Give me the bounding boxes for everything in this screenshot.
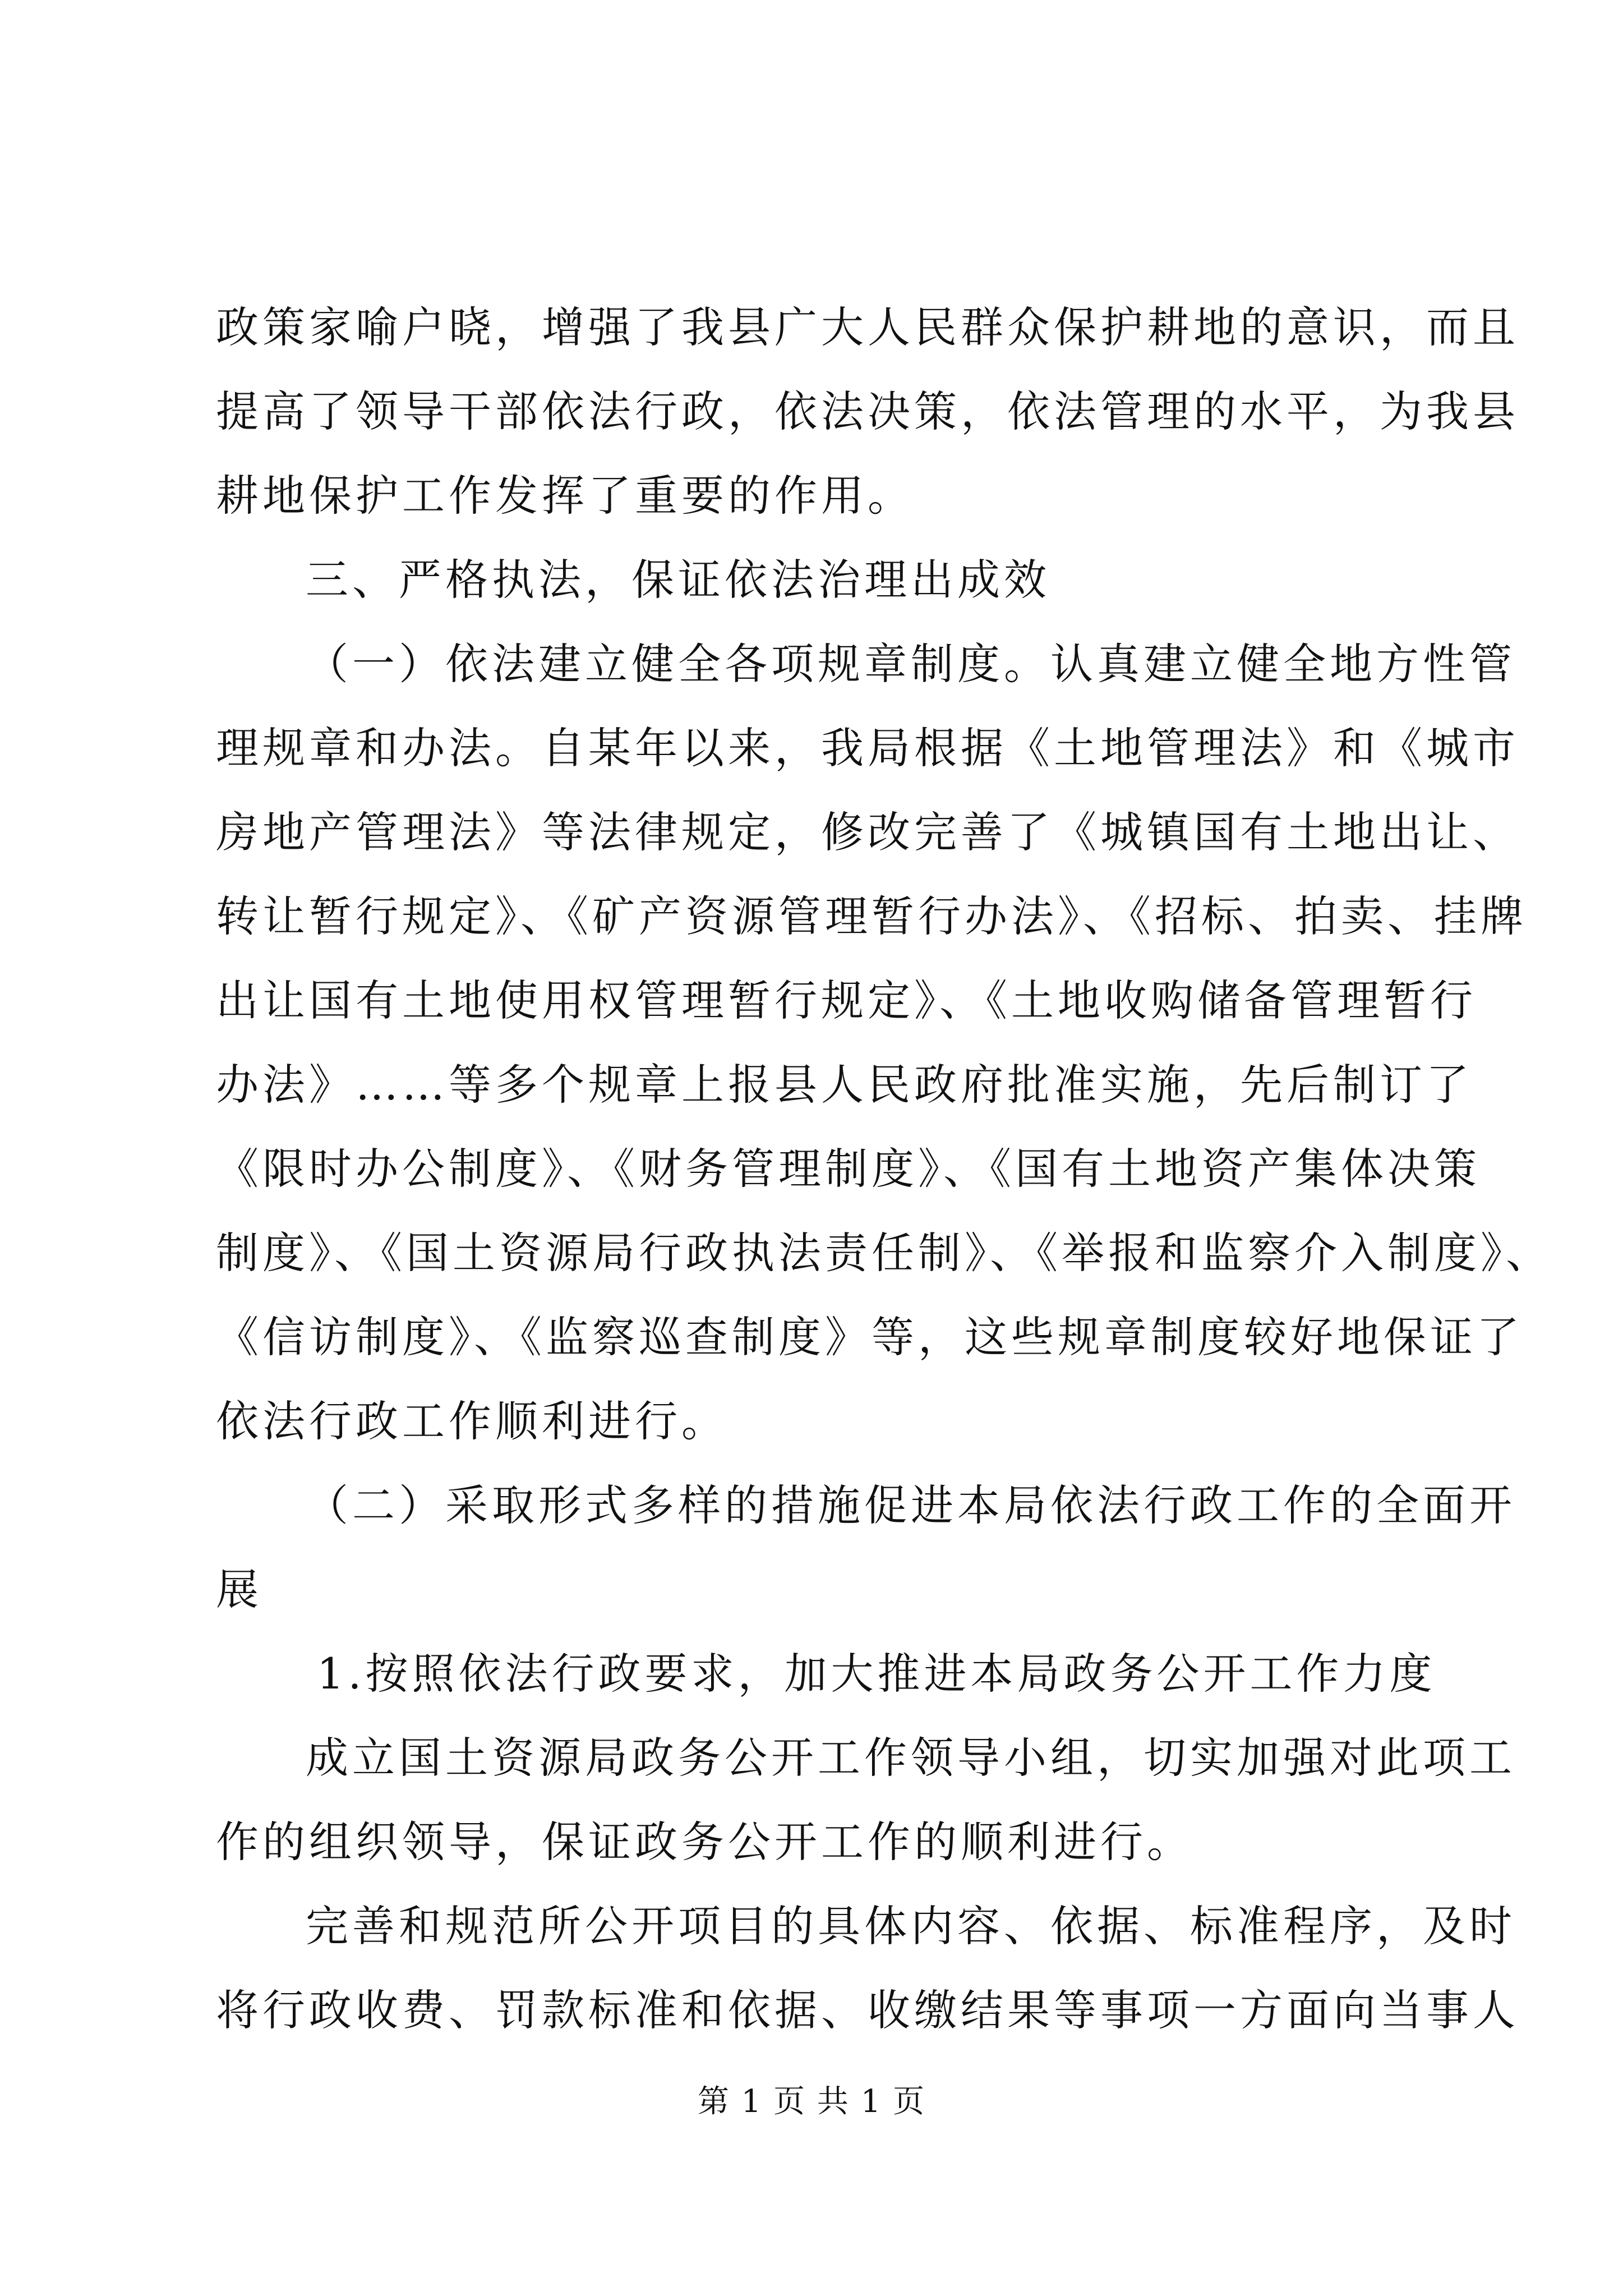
text-line: 展 (216, 1565, 262, 1614)
text-line: （二）采取形式多样的措施促进本局依法行政工作的全面开 (306, 1480, 1516, 1530)
text-line: 将行政收费、罚款标准和依据、收缴结果等事项一方面向当事人 (216, 1985, 1519, 2035)
text-line: 政策家喻户晓，增强了我县广大人民群众保护耕地的意识，而且 (216, 302, 1519, 352)
text-line: 作的组织领导，保证政务公开工作的顺利进行。 (216, 1817, 1193, 1867)
text-line: 《信访制度》、《监察巡查制度》等，这些规章制度较好地保证了 (216, 1312, 1523, 1362)
subsection-heading: 1.按照依法行政要求，加大推进本局政务公开工作力度 (317, 1649, 1436, 1699)
section-heading: 三、严格执法，保证依法治理出成效 (306, 555, 1050, 605)
text-line: 成立国土资源局政务公开工作领导小组，切实加强对此项工 (306, 1733, 1516, 1783)
text-line: （一）依法建立健全各项规章制度。认真建立健全地方性管 (306, 639, 1516, 689)
text-line: 理规章和办法。自某年以来，我局根据《土地管理法》和《城市 (216, 723, 1519, 773)
text-line: 制度》、《国土资源局行政执法责任制》、《举报和监察介入制度》、 (216, 1228, 1552, 1278)
text-line: 房地产管理法》等法律规定，修改完善了《城镇国有土地出让、 (216, 807, 1519, 857)
text-line: 耕地保护工作发挥了重要的作用。 (216, 471, 914, 521)
text-line: 办法》……等多个规章上报县人民政府批准实施，先后制订了 (216, 1060, 1473, 1110)
page-number-footer: 第 1 页 共 1 页 (697, 2083, 926, 2120)
text-line: 提高了领导干部依法行政，依法决策，依法管理的水平，为我县 (216, 386, 1519, 436)
text-line: 出让国有土地使用权管理暂行规定》、《土地收购储备管理暂行 (216, 976, 1477, 1025)
text-line: 《限时办公制度》、《财务管理制度》、《国有土地资产集体决策 (216, 1144, 1481, 1194)
text-line: 依法行政工作顺利进行。 (216, 1396, 728, 1446)
text-line: 完善和规范所公开项目的具体内容、依据、标准程序，及时 (306, 1901, 1516, 1951)
text-line: 转让暂行规定》、《矿产资源管理暂行办法》、《招标、拍卖、挂牌 (216, 891, 1527, 941)
